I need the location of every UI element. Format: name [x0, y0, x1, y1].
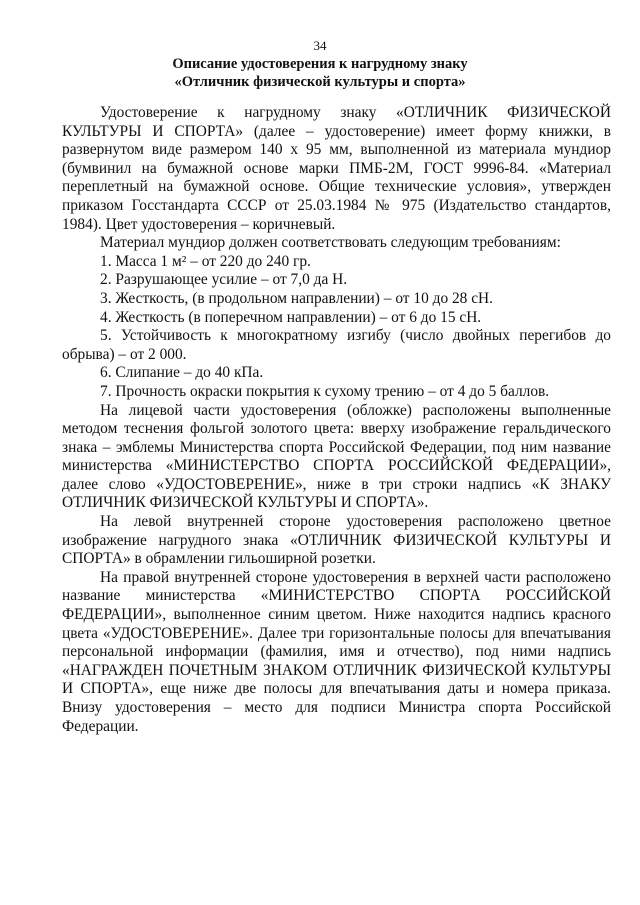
paragraph-right-inner: На правой внутренней стороне удостоверения в верхней части расположено название министерства «МИНИСТЕРСТВО СПОРТА РОССИЙСКОЙ ФЕДЕРАЦИИ», выполненное синим цветом. Ниже находится надпись красного цвета «УДОСТОВЕРЕНИЕ». Далее три горизонтальные полосы для впечатывания персональной информации (фамилия, имя и отчество), под ними надпись «НАГРАЖДЕН ПОЧЕТНЫМ ЗНАКОМ ОТЛИЧНИК ФИЗИЧЕСКОЙ КУЛЬТУРЫ И СПОРТА», еще ниже две полосы для впечатывания даты и номера приказа. Внизу удостоверения – место для подписи Министра спорта Российской Федерации.: [62, 568, 611, 735]
paragraph-left-inner: На левой внутренней стороне удостоверения расположено цветное изображение нагрудного знака «ОТЛИЧНИК ФИЗИЧЕСКОЙ КУЛЬТУРЫ И СПОРТА» в обрамлении гильоширной розетки.: [62, 513, 611, 568]
paragraph-requirements-lead: Материал мундиор должен соответствовать следующим требованиям:: [100, 234, 561, 252]
requirement-item-6: 6. Слипание – до 40 кПа.: [100, 364, 264, 382]
requirement-item-3: 3. Жесткость, (в продольном направлении) – от 10 до 28 сН.: [100, 289, 494, 307]
requirement-item-1: 1. Масса 1 м² – от 220 до 240 гр.: [100, 252, 311, 270]
page-number: 34: [313, 38, 327, 53]
document-body: [62, 104, 611, 736]
paragraph-cover: На лицевой части удостоверения (обложке) расположены выполненные методом теснения фольгой золотого цвета: вверху изображение геральдического знака – эмблемы Министерства спорта Российской Федерации, под ним название министерства «МИНИСТЕРСТВО СПОРТА РОССИЙСКОЙ ФЕДЕРАЦИИ», далее слово «УДОСТОВЕРЕНИЕ», ниже в три строки надпись «К ЗНАКУ ОТЛИЧНИК ФИЗИЧЕСКОЙ КУЛЬТУРЫ И СПОРТА».: [62, 401, 611, 512]
requirement-item-2: 2. Разрушающее усилие – от 7,0 да Н.: [100, 271, 348, 289]
requirement-item-7: 7. Прочность окраски покрытия к сухому трению – от 4 до 5 баллов.: [100, 382, 550, 400]
requirement-item-5: 5. Устойчивость к многократному изгибу (число двойных перегибов до обрыва) – от 2 000.: [62, 327, 611, 363]
title-line-2: «Отличник физической культуры и спорта»: [174, 74, 466, 90]
paragraph-intro: Удостоверение к нагрудному знаку «ОТЛИЧНИК ФИЗИЧЕСКОЙ КУЛЬТУРЫ И СПОРТА» (далее – удостоверение) имеет форму книжки, в развернутом виде размером 140 х 95 мм, выполненной из материала мундиор (бумвинил на бумажной основе марки ПМБ-2М, ГОСТ 9996-84. «Материал переплетный на бумажной основе. Общие технические условия», утвержден приказом Госстандарта СССР от 25.03.1984 № 975 (Издательство стандартов, 1984). Цвет удостоверения – коричневый.: [62, 104, 611, 233]
requirement-item-4: 4. Жесткость (в поперечном направлении) – от 6 до 15 сН.: [100, 308, 482, 326]
document-title: [40, 55, 600, 91]
title-line-1: Описание удостоверения к нагрудному знаку: [172, 56, 468, 72]
